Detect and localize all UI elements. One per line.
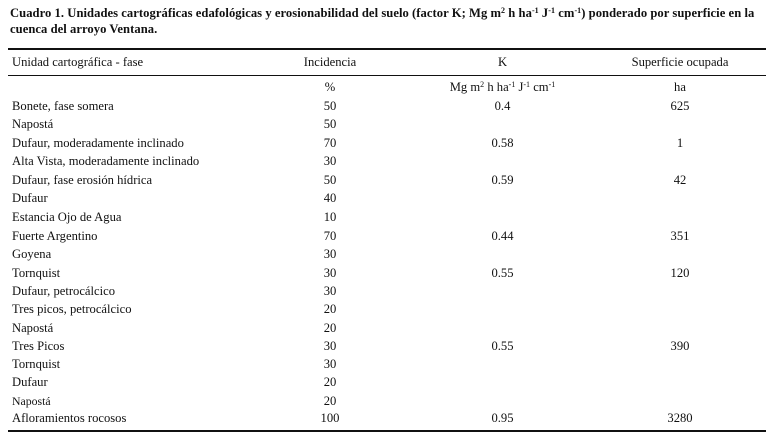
table-caption [10,6,765,37]
row-unit: Alta Vista, moderadamente inclinado [12,154,200,168]
row-incidence: 10 [323,210,337,224]
row-k: 0.55 [491,339,514,353]
row-unit: Bonete, fase somera [12,99,114,113]
row-incidence: 20 [323,302,337,316]
caption-text-4: cm [555,6,575,20]
row-incidence: 30 [323,247,337,261]
row-unit: Dufaur, petrocálcico [12,284,115,298]
row-incidence: 30 [323,339,337,353]
unit-k-text-3: J [515,80,524,94]
row-k: 0.44 [491,229,514,243]
row-unit: Tornquist [12,357,61,371]
row-area: 3280 [667,411,693,425]
unit-k-text-4: cm [530,80,549,94]
caption-text-1: Cuadro 1. Unidades cartográficas edafológicas y erosionabilidad del suelo (factor K; Mg m [10,6,502,20]
unit-k-text-1: Mg m [449,80,481,94]
caption-sup-3: -1 [548,6,556,15]
row-incidence: 20 [323,375,337,389]
row-unit: Dufaur, moderadamente inclinado [12,136,184,150]
table-header-rule [8,75,766,76]
unit-k-sup-1: 2 [480,80,485,89]
row-incidence: 30 [323,284,337,298]
row-unit: Afloramientos rocosos [12,411,127,425]
row-incidence: 30 [323,266,337,280]
row-incidence: 30 [323,357,337,371]
row-unit: Tres Picos [12,339,65,353]
unit-k-sup-3: -1 [523,80,531,89]
unit-k [430,80,575,95]
caption-sup-4: -1 [574,6,582,15]
caption-text-5: ) ponderado por superficie en la cuenca del arroyo Ventana. [10,6,755,36]
header-area: Superficie ocupada [631,55,729,69]
row-unit: Estancia Ojo de Agua [12,210,122,224]
row-k: 0.95 [491,411,514,425]
row-incidence: 20 [323,321,337,335]
table-bottom-rule [8,430,766,432]
row-incidence: 40 [323,191,337,205]
caption-sup-1: 2 [501,6,506,15]
row-area: 120 [670,266,690,280]
row-unit: Tornquist [12,266,61,280]
row-k: 0.4 [494,99,511,113]
row-incidence: 50 [323,99,337,113]
row-unit: Napostá [12,117,54,131]
row-unit: Dufaur [12,375,48,389]
header-incidence: Incidencia [303,55,357,69]
row-unit: Fuerte Argentino [12,229,98,243]
row-incidence: 20 [323,394,337,408]
unit-area: ha [674,80,686,94]
row-unit: Napostá [12,394,51,408]
row-incidence: 50 [323,173,337,187]
row-unit: Tres picos, petrocálcico [12,302,132,316]
row-k: 0.55 [491,266,514,280]
row-area: 390 [670,339,690,353]
caption-sup-2: -1 [531,6,539,15]
caption-text-2: h ha [505,6,532,20]
row-unit: Dufaur, fase erosión hídrica [12,173,153,187]
unit-k-sup-4: -1 [548,80,556,89]
unit-k-sup-2: -1 [508,80,516,89]
row-k: 0.58 [491,136,514,150]
row-area: 1 [676,136,684,150]
row-incidence: 70 [323,229,337,243]
row-unit: Goyena [12,247,52,261]
row-area: 625 [670,99,690,113]
caption-text-3: J [538,6,549,20]
row-area: 351 [670,229,690,243]
row-incidence: 70 [323,136,337,150]
row-area: 42 [673,173,687,187]
row-unit: Napostá [12,321,54,335]
row-incidence: 30 [323,154,337,168]
table-top-rule [8,48,766,50]
row-k: 0.59 [491,173,514,187]
header-unit: Unidad cartográfica - fase [12,55,144,69]
header-k: K [497,55,508,69]
row-unit: Dufaur [12,191,48,205]
unit-incidence: % [324,80,336,94]
row-incidence: 100 [320,411,340,425]
row-incidence: 50 [323,117,337,131]
unit-k-text-2: h ha [484,80,509,94]
